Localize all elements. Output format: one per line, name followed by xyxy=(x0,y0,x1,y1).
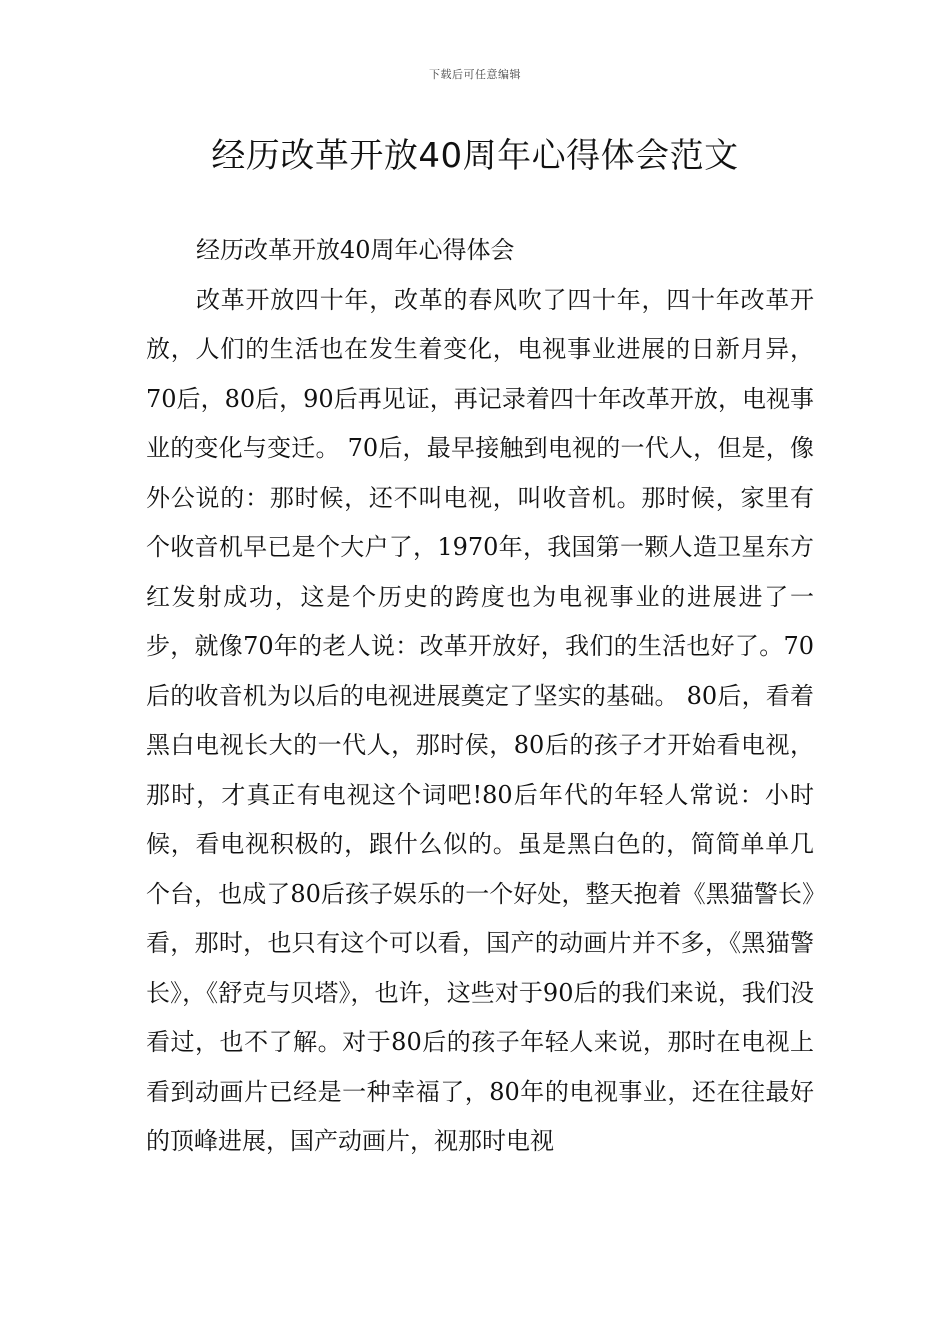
document-subheading: 经历改革开放40周年心得体会 xyxy=(196,236,515,264)
document-body xyxy=(146,226,814,1167)
document-title: 经历改革开放40周年心得体会范文 xyxy=(211,136,739,176)
header-note: 下载后可任意编辑 xyxy=(429,68,521,81)
body-paragraph: 改革开放四十年，改革的春风吹了四十年，四十年改革开放，人们的生活也在发生着变化，电视事业进展的日新月异，70后，80后，90后再见证，再记录着四十年改革开放，电视事业的变化与变迁。 70后，最早接触到电视的一代人，但是，像外公说的：那时候，还不叫电视，叫收音机。那时候，家里有个收音机早已是个大户了，1970年，我国第一颗人造卫星东方红发射成功，这是个历史的跨度也为电视事业的进展进了一步，就像70年的老人说：改革开放好，我们的生活也好了。70后的收音机为以后的电视进展奠定了坚实的基础。 80后，看着黑白电视长大的一代人，那时侯，80后的孩子才开始看电视，那时，才真正有电视这个词吧!80后年代的年轻人常说：小时候，看电视积极的，跟什么似的。虽是黑白色的，简简单单几个台，也成了80后孩子娱乐的一个好处，整天抱着《黑猫警长》看，那时，也只有这个可以看，国产的动画片并不多，《黑猫警长》，《舒克与贝塔》，也许，这些对于90后的我们来说，我们没看过，也不了解。对于80后的孩子年轻人来说，那时在电视上看到动画片已经是一种幸福了，80年的电视事业，还在往最好的顶峰进展，国产动画片，视那时电视 xyxy=(146,285,814,1155)
